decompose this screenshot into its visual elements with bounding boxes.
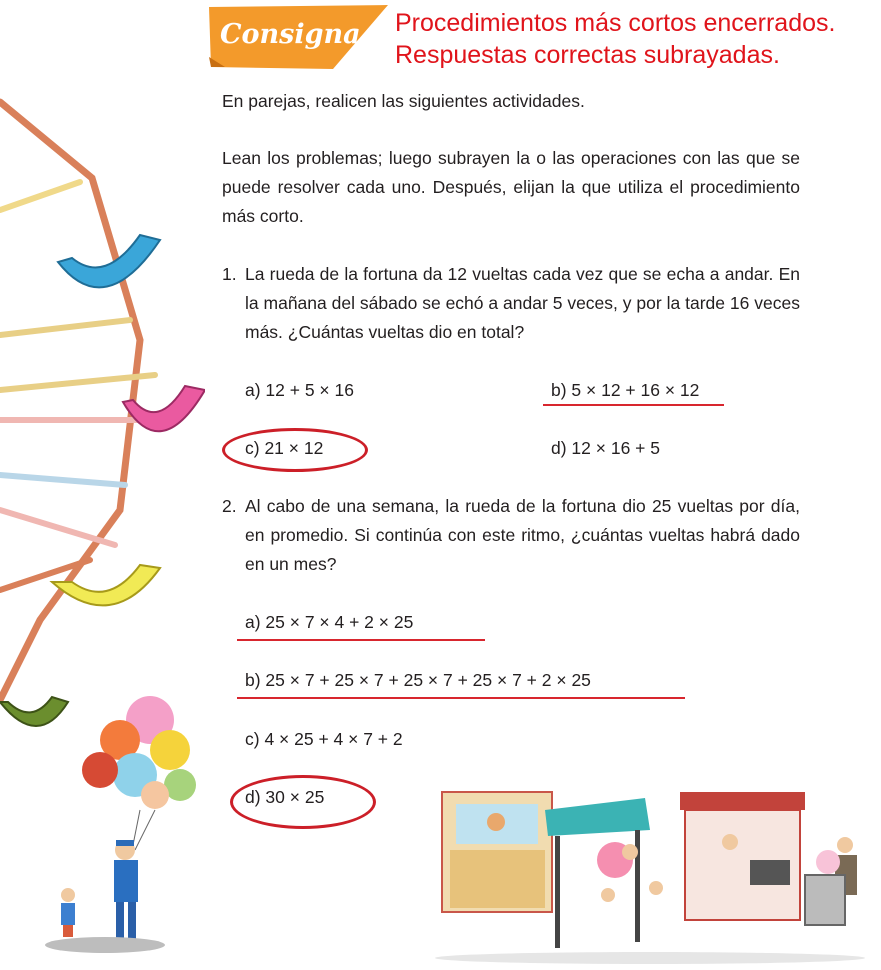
problem-2-option-b-underline bbox=[237, 697, 685, 699]
intro-paragraph: Lean los problemas; luego subrayen la o las operaciones con las que se puede resolver cada uno. Después, elijan la que utiliza el procedimiento más corto. bbox=[222, 148, 800, 226]
teacher-note-line2: Respuestas correctas subrayadas. bbox=[395, 41, 780, 69]
problem-1-option-a: a) 12 + 5 × 16 bbox=[245, 380, 354, 400]
consigna-label: Consigna bbox=[220, 19, 361, 50]
problem-2-option-c: c) 4 × 25 + 4 × 7 + 2 bbox=[245, 729, 403, 749]
problem-1-option-d: d) 12 × 16 + 5 bbox=[551, 438, 660, 458]
problem-1-option-b-underline bbox=[543, 404, 724, 406]
problem-2-option-d: d) 30 × 25 bbox=[245, 787, 325, 807]
problem-1-option-b: b) 5 × 12 + 16 × 12 bbox=[551, 380, 700, 400]
problem-1-number: 1. bbox=[222, 264, 237, 284]
problem-1-text: La rueda de la fortuna da 12 vueltas cada vez que se echa a andar. En la mañana del sábado se echó a andar 5 veces, y por la tarde 16 veces más. ¿Cuántas vueltas dio en total? bbox=[245, 264, 800, 342]
balloon-vendor-illustration bbox=[40, 680, 220, 955]
problem-2-option-b: b) 25 × 7 + 25 × 7 + 25 × 7 + 25 × 7 + 2 × 25 bbox=[245, 670, 591, 690]
teacher-note-line1: Procedimientos más cortos encerrados. bbox=[395, 9, 836, 37]
fair-stalls-illustration bbox=[430, 770, 881, 965]
intro-instruction: En parejas, realicen las siguientes actividades. bbox=[222, 91, 585, 111]
problem-1-option-c-circle bbox=[222, 428, 368, 472]
problem-2-number: 2. bbox=[222, 496, 237, 516]
problem-1-option-c: c) 21 × 12 bbox=[245, 438, 324, 458]
problem-2-option-d-circle bbox=[230, 775, 376, 829]
ferris-wheel-illustration bbox=[0, 90, 205, 780]
problem-2-text: Al cabo de una semana, la rueda de la fortuna dio 25 vueltas por día, en promedio. Si continúa con este ritmo, ¿cuántas vueltas habrá dado en un mes? bbox=[245, 496, 800, 574]
problem-2-option-a-underline bbox=[237, 639, 485, 641]
problem-2-option-a: a) 25 × 7 × 4 + 2 × 25 bbox=[245, 612, 414, 632]
